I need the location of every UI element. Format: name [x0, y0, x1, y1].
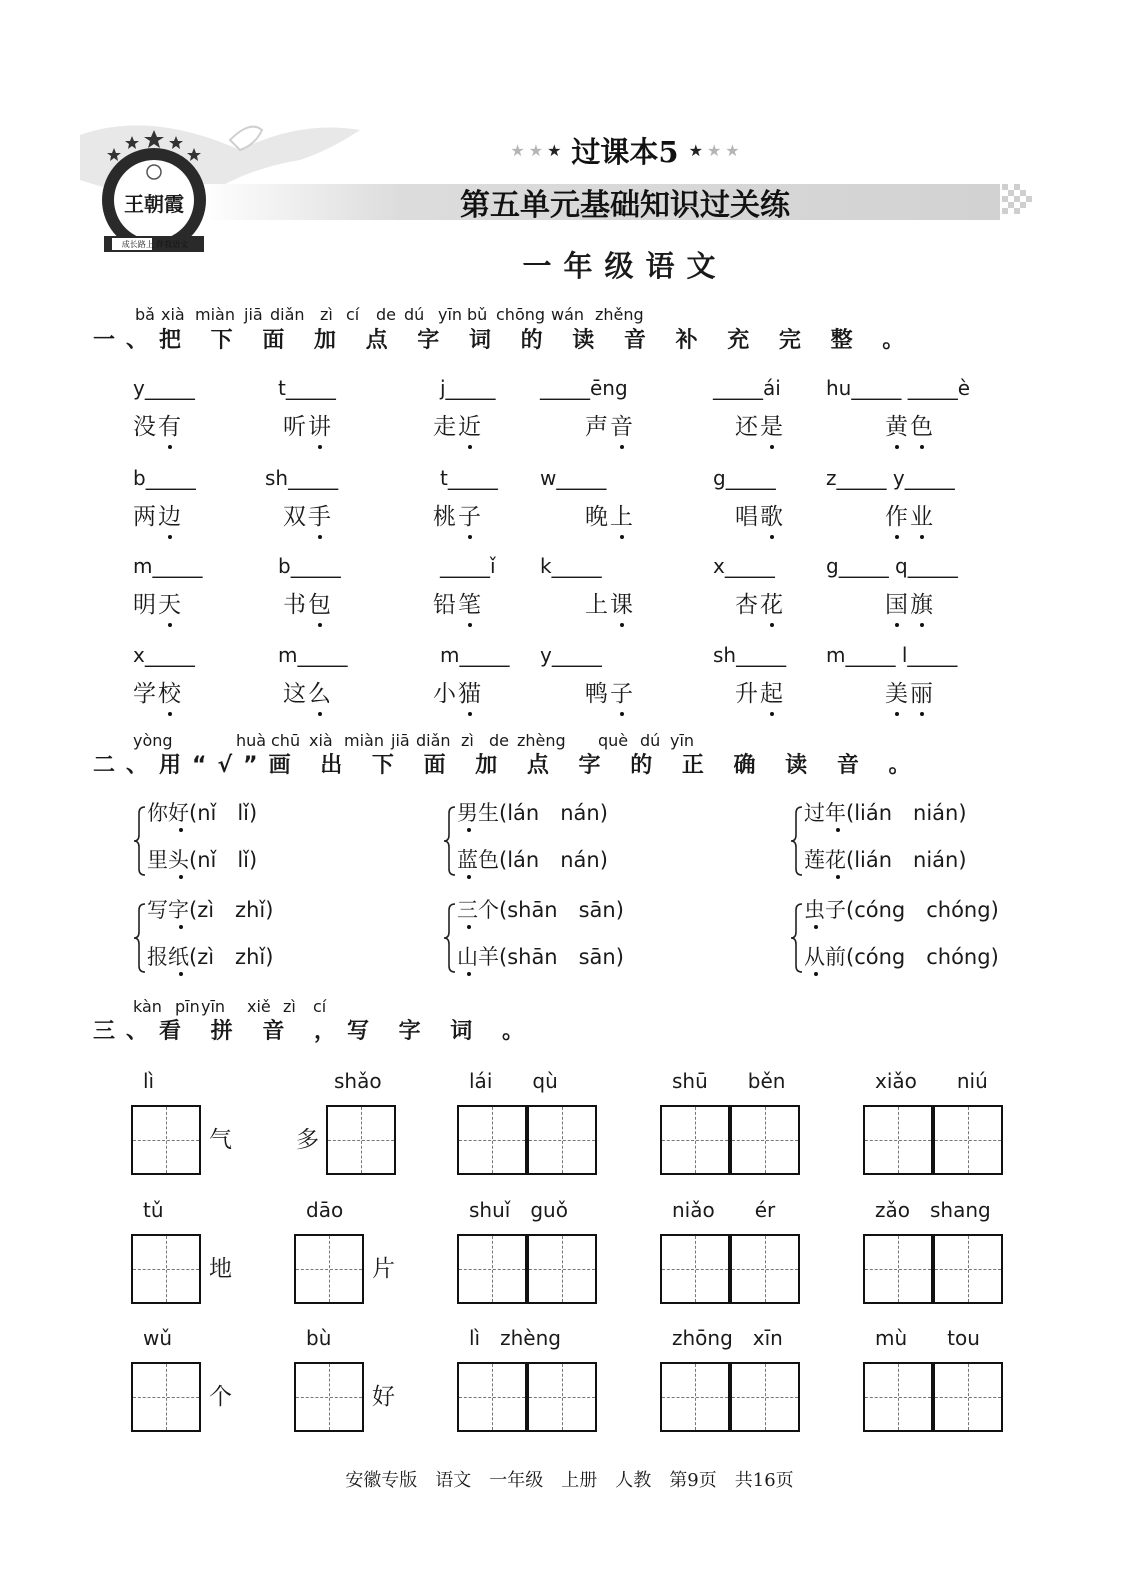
pinyin-blank[interactable]: hu_____ _____è — [826, 376, 971, 400]
emphasis-dot — [168, 623, 172, 627]
emphasis-dot — [467, 828, 471, 832]
logo-slogan: 成长路上 伴我语文 — [121, 240, 189, 249]
emphasis-dot — [836, 875, 840, 879]
section-title: 三、看 拼 音 ，写 字 词 。 — [93, 1019, 535, 1044]
title-pinyin: cí — [313, 997, 327, 1016]
title-pinyin: jiā — [391, 731, 410, 750]
emphasis-dot — [620, 535, 624, 539]
writing-pinyin: wǔ — [143, 1326, 173, 1350]
pronunciation-choice[interactable]: 从前(cóng chóng) — [804, 945, 999, 969]
pinyin-blank[interactable]: w_____ — [540, 466, 607, 490]
dotted-word: 国旗 — [885, 592, 935, 618]
writing-pinyin: bù — [306, 1326, 332, 1350]
dotted-word: 晚上 — [585, 504, 635, 530]
star-icon: ★ — [706, 140, 722, 160]
pinyin-blank[interactable]: b_____ — [278, 554, 341, 578]
writing-box[interactable] — [730, 1234, 800, 1304]
pinyin-blank[interactable]: _____ǐ — [440, 554, 496, 578]
emphasis-dot — [920, 712, 924, 716]
publisher-logo — [98, 128, 210, 258]
writing-box[interactable] — [933, 1105, 1003, 1175]
dotted-word: 书包 — [283, 592, 333, 618]
emphasis-dot — [318, 445, 322, 449]
pinyin-blank[interactable]: j_____ — [440, 376, 496, 400]
pinyin-blank[interactable]: t_____ — [440, 466, 498, 490]
title-pinyin: zì — [320, 305, 333, 324]
writing-box[interactable] — [660, 1362, 730, 1432]
title-pinyin: yòng — [133, 731, 173, 750]
brace-icon — [443, 902, 457, 974]
pinyin-blank[interactable]: x_____ — [133, 643, 195, 667]
writing-pinyin: zhōng xīn — [672, 1326, 783, 1350]
dotted-word: 桃子 — [433, 504, 483, 530]
brace-icon — [790, 805, 804, 877]
writing-pinyin: shū běn — [672, 1069, 786, 1093]
writing-pinyin: zǎo shang — [875, 1198, 991, 1222]
writing-box[interactable] — [933, 1234, 1003, 1304]
title-pinyin: yīn — [201, 997, 226, 1016]
emphasis-dot — [318, 712, 322, 716]
writing-pinyin: niǎo ér — [672, 1198, 776, 1222]
pinyin-blank[interactable]: b_____ — [133, 466, 196, 490]
given-character: 个 — [209, 1384, 232, 1410]
writing-box[interactable] — [527, 1105, 597, 1175]
dotted-word: 声音 — [585, 414, 635, 440]
emphasis-dot — [179, 925, 183, 929]
dotted-word: 学校 — [133, 681, 183, 707]
emphasis-dot — [814, 925, 818, 929]
star-icon: ★ — [528, 140, 544, 160]
title-pinyin: bǔ — [467, 305, 488, 324]
writing-pinyin: tǔ — [143, 1198, 164, 1222]
writing-pinyin: lì zhèng — [469, 1326, 561, 1350]
writing-pinyin: mù tou — [875, 1326, 980, 1350]
emphasis-dot — [179, 828, 183, 832]
pinyin-blank[interactable]: y_____ — [133, 376, 195, 400]
title-pinyin: zhěng — [595, 305, 644, 324]
emphasis-dot — [467, 875, 471, 879]
emphasis-dot — [920, 535, 924, 539]
title-pinyin: bǎ — [135, 305, 155, 324]
title-pinyin: dú — [640, 731, 661, 750]
brace-icon — [133, 805, 147, 877]
pronunciation-choice[interactable]: 里头(nǐ lǐ) — [147, 848, 258, 872]
emphasis-dot — [468, 445, 472, 449]
title-pinyin: xià — [309, 731, 333, 750]
title-pinyin: miàn — [195, 305, 235, 324]
title-pinyin: de — [376, 305, 396, 324]
dotted-word: 作业 — [885, 504, 935, 530]
pinyin-blank[interactable]: _____ái — [713, 376, 781, 400]
pinyin-blank[interactable]: g_____ — [713, 466, 776, 490]
emphasis-dot — [179, 972, 183, 976]
emphasis-dot — [920, 623, 924, 627]
emphasis-dot — [770, 623, 774, 627]
title-pinyin: diǎn — [270, 305, 305, 324]
pronunciation-choice[interactable]: 你好(nǐ lǐ) — [147, 801, 258, 825]
pinyin-blank[interactable]: sh_____ — [265, 466, 339, 490]
writing-box[interactable] — [863, 1234, 933, 1304]
emphasis-dot — [770, 445, 774, 449]
dotted-word: 两边 — [133, 504, 183, 530]
pronunciation-choice[interactable]: 山羊(shān sān) — [457, 945, 624, 969]
writing-box[interactable] — [730, 1362, 800, 1432]
brace-icon — [443, 805, 457, 877]
dotted-word: 听讲 — [283, 414, 333, 440]
pronunciation-choice[interactable]: 莲花(lián nián) — [804, 848, 967, 872]
pinyin-blank[interactable]: m_____ — [133, 554, 203, 578]
writing-box[interactable] — [527, 1234, 597, 1304]
dotted-word: 黄色 — [885, 414, 935, 440]
dotted-word: 小猫 — [433, 681, 483, 707]
dotted-word: 唱歌 — [735, 504, 785, 530]
dotted-word: 美丽 — [885, 681, 935, 707]
pronunciation-choice[interactable]: 报纸(zì zhǐ) — [147, 945, 274, 969]
writing-box[interactable] — [294, 1362, 364, 1432]
title-pinyin: zì — [283, 997, 296, 1016]
title-pinyin: chū — [271, 731, 301, 750]
emphasis-dot — [467, 972, 471, 976]
given-character: 多 — [296, 1127, 319, 1153]
emphasis-dot — [920, 445, 924, 449]
dotted-word: 杏花 — [735, 592, 785, 618]
title-pinyin: jiā — [244, 305, 263, 324]
pronunciation-choice[interactable]: 三个(shān sān) — [457, 898, 624, 922]
dotted-word: 没有 — [133, 414, 183, 440]
section-title: 一、把 下 面 加 点 字 词 的 读 音 补 充 完 整 。 — [93, 328, 916, 353]
series-heading — [500, 128, 750, 172]
pinyin-blank[interactable]: _____ēng — [540, 376, 628, 400]
pronunciation-choice[interactable]: 写字(zì zhǐ) — [147, 898, 274, 922]
star-icon: ★ — [510, 140, 525, 160]
emphasis-dot — [620, 712, 624, 716]
star-icon: ★ — [725, 140, 740, 160]
title-pinyin: yīn — [438, 305, 463, 324]
dotted-word: 升起 — [735, 681, 785, 707]
brace-icon — [790, 902, 804, 974]
emphasis-dot — [836, 828, 840, 832]
emphasis-dot — [895, 712, 899, 716]
title-pinyin: chōng — [496, 305, 546, 324]
dotted-word: 明天 — [133, 592, 183, 618]
star-icon: ★ — [547, 140, 562, 160]
subject-title: 一年级语文 — [522, 249, 728, 283]
title-pinyin: cí — [346, 305, 360, 324]
section-title: 二、用“√”画 出 下 面 加 点 字 的 正 确 读 音 。 — [93, 753, 922, 778]
writing-box[interactable] — [457, 1105, 527, 1175]
page-footer: 安徽专版 语文 一年级 上册 人教 第9页 共16页 — [345, 1470, 794, 1491]
brace-icon — [133, 902, 147, 974]
series-title: 过课本5 — [571, 134, 679, 169]
title-pinyin: xiě — [247, 997, 271, 1016]
emphasis-dot — [814, 972, 818, 976]
pronunciation-choice[interactable]: 过年(lián nián) — [804, 801, 967, 825]
emphasis-dot — [168, 535, 172, 539]
pinyin-blank[interactable]: g_____ q_____ — [826, 554, 958, 578]
writing-pinyin: lì — [143, 1069, 155, 1093]
pinyin-blank[interactable]: m_____ — [440, 643, 510, 667]
emphasis-dot — [770, 535, 774, 539]
writing-pinyin: shǎo — [334, 1069, 382, 1093]
title-pinyin: diǎn — [416, 731, 451, 750]
given-character: 好 — [372, 1384, 395, 1410]
writing-box[interactable] — [131, 1234, 201, 1304]
writing-pinyin: shuǐ guǒ — [469, 1198, 568, 1222]
dotted-word: 铅笔 — [433, 592, 483, 618]
emphasis-dot — [468, 535, 472, 539]
dotted-word: 上课 — [585, 592, 635, 618]
writing-pinyin: dāo — [306, 1198, 344, 1222]
emphasis-dot — [895, 623, 899, 627]
pinyin-blank[interactable]: y_____ — [540, 643, 602, 667]
writing-box[interactable] — [326, 1105, 396, 1175]
emphasis-dot — [168, 712, 172, 716]
dotted-word: 鸭子 — [585, 681, 635, 707]
unit-title: 第五单元基础知识过关练 — [460, 188, 790, 223]
given-character: 气 — [209, 1127, 232, 1153]
title-pinyin: kàn — [133, 997, 162, 1016]
logo-text: 王朝霞 — [124, 192, 184, 216]
writing-pinyin: lái qù — [469, 1069, 558, 1093]
dotted-word: 还是 — [735, 414, 785, 440]
title-pinyin: zì — [461, 731, 474, 750]
writing-pinyin: xiǎo niú — [875, 1069, 988, 1093]
writing-box[interactable] — [294, 1234, 364, 1304]
star-icon: ★ — [688, 140, 703, 160]
pronunciation-choice[interactable]: 男生(lán nán) — [457, 801, 608, 825]
writing-box[interactable] — [131, 1105, 201, 1175]
given-character: 片 — [372, 1256, 395, 1282]
writing-box[interactable] — [457, 1234, 527, 1304]
writing-box[interactable] — [131, 1362, 201, 1432]
pinyin-blank[interactable]: x_____ — [713, 554, 775, 578]
emphasis-dot — [468, 712, 472, 716]
emphasis-dot — [895, 445, 899, 449]
emphasis-dot — [168, 445, 172, 449]
writing-box[interactable] — [660, 1105, 730, 1175]
emphasis-dot — [318, 535, 322, 539]
writing-box[interactable] — [863, 1105, 933, 1175]
title-pinyin: dú — [404, 305, 425, 324]
pinyin-blank[interactable]: z_____ y_____ — [826, 466, 955, 490]
emphasis-dot — [318, 623, 322, 627]
emphasis-dot — [620, 445, 624, 449]
writing-box[interactable] — [933, 1362, 1003, 1432]
title-pinyin: zhèng — [517, 731, 566, 750]
dotted-word: 双手 — [283, 504, 333, 530]
title-pinyin: miàn — [344, 731, 384, 750]
writing-box[interactable] — [730, 1105, 800, 1175]
given-character: 地 — [209, 1256, 232, 1282]
title-pinyin: wán — [551, 305, 585, 324]
emphasis-dot — [179, 875, 183, 879]
writing-box[interactable] — [660, 1234, 730, 1304]
emphasis-dot — [467, 925, 471, 929]
pinyin-blank[interactable]: t_____ — [278, 376, 336, 400]
writing-box[interactable] — [863, 1362, 933, 1432]
title-pinyin: de — [489, 731, 509, 750]
pronunciation-choice[interactable]: 虫子(cóng chóng) — [804, 898, 999, 922]
title-pinyin: xià — [161, 305, 185, 324]
writing-box[interactable] — [457, 1362, 527, 1432]
title-pinyin: pīn — [175, 997, 200, 1016]
title-pinyin: yīn — [670, 731, 695, 750]
pronunciation-choice[interactable]: 蓝色(lán nán) — [457, 848, 608, 872]
emphasis-dot — [620, 623, 624, 627]
emphasis-dot — [770, 712, 774, 716]
emphasis-dot — [895, 535, 899, 539]
pinyin-blank[interactable]: m_____ — [278, 643, 348, 667]
title-pinyin: què — [598, 731, 629, 750]
dotted-word: 这么 — [283, 681, 333, 707]
emphasis-dot — [468, 623, 472, 627]
pinyin-blank[interactable]: m_____ l_____ — [826, 643, 958, 667]
title-pinyin: huà — [236, 731, 267, 750]
pinyin-blank[interactable]: sh_____ — [713, 643, 787, 667]
writing-box[interactable] — [527, 1362, 597, 1432]
pinyin-blank[interactable]: k_____ — [540, 554, 602, 578]
dotted-word: 走近 — [433, 414, 483, 440]
